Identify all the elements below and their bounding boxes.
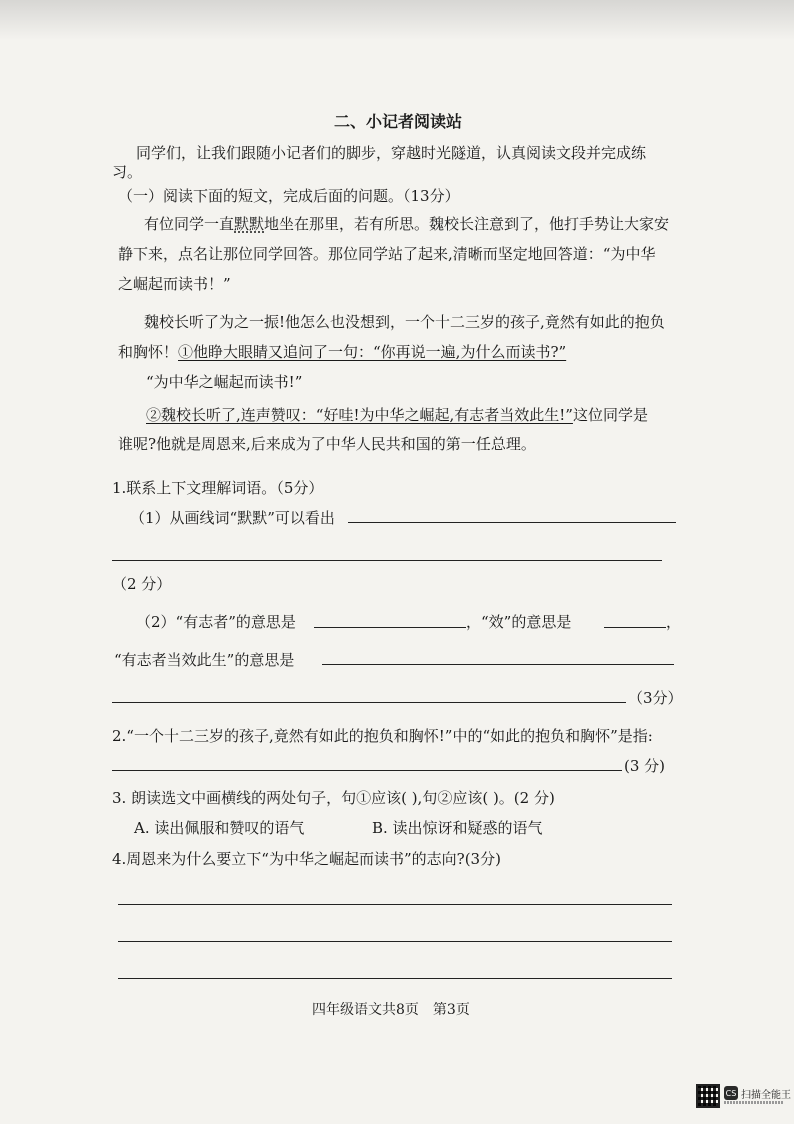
question-1-1: （1）从画线词“默默”可以看出 (130, 509, 335, 527)
answer-blank-1-2c[interactable] (322, 664, 674, 665)
underlined-sentence-1: ①他睁大眼睛又追问了一句：“你再说一遍,为什么而读书?” (178, 343, 567, 361)
answer-blank-1-2d[interactable] (112, 702, 626, 703)
question-2-score: (3 分) (624, 757, 666, 775)
answer-blank-4a[interactable] (118, 904, 672, 905)
underlined-word: 默默 (234, 215, 265, 233)
answer-blank-1-2b[interactable] (604, 627, 666, 628)
page-footer: 四年级语文共8页 第3页 (312, 1002, 470, 1018)
passage-p1-line1 (144, 214, 669, 234)
question-3: 3. 朗读选文中画横线的两处句子，句①应该( ),句②应该( )。(2 分) (112, 789, 555, 807)
passage-text: 有位同学一直 (144, 215, 235, 233)
answer-blank-1-1b[interactable] (112, 560, 662, 561)
question-1-1-score: （2 分） (112, 575, 172, 593)
passage-p4-line1 (146, 405, 648, 425)
passage-p1-line3: 之崛起而读书！” (118, 275, 231, 293)
section-title: 二、小记者阅读站 (334, 112, 463, 131)
passage-text: 这位同学是 (572, 406, 648, 424)
question-1-2-score: （3分） (628, 689, 683, 707)
scanner-brand (724, 1085, 791, 1101)
passage-p1-line2: 静下来，点名让那位同学回答。那位同学站了起来,清晰而坚定地回答道：“为中华 (118, 245, 656, 263)
answer-blank-2[interactable] (112, 770, 622, 771)
cs-logo-icon: CS (724, 1086, 738, 1100)
passage-text: 和胸怀！ (118, 343, 179, 361)
question-2: 2.“一个十二三岁的孩子,竟然有如此的抱负和胸怀!”中的“如此的抱负和胸怀”是指: (112, 727, 653, 745)
scanner-name: 扫描全能王 (741, 1089, 791, 1101)
question-1-2-part-b: ，“效”的意思是 (466, 613, 572, 631)
subsection-heading: （一）阅读下面的短文，完成后面的问题。（13分） (118, 187, 460, 205)
answer-blank-4b[interactable] (118, 941, 672, 942)
answer-blank-1-1a[interactable] (348, 522, 676, 523)
intro-line-2: 习。 (112, 163, 143, 181)
passage-p4-line2: 谁呢?他就是周恩来,后来成为了中华人民共和国的第一任总理。 (118, 435, 536, 453)
passage-p3: “为中华之崛起而读书!” (146, 373, 303, 391)
intro-line-1: 同学们，让我们跟随小记者们的脚步，穿越时光隧道，认真阅读文段并完成练 (136, 144, 647, 162)
qr-code-icon (696, 1084, 720, 1108)
scan-shadow (0, 0, 794, 40)
question-1-2-part-a: （2）“有志者”的意思是 (136, 613, 296, 631)
passage-p2-line2 (118, 342, 566, 362)
answer-blank-4c[interactable] (118, 978, 672, 979)
underlined-sentence-2: ②魏校长听了,连声赞叹：“好哇!为中华之崛起,有志者当效此生!” (146, 406, 573, 424)
option-a: A. 读出佩服和赞叹的语气 (134, 819, 305, 837)
question-1-2-part-d: “有志者当效此生”的意思是 (114, 651, 295, 669)
option-b: B. 读出惊讶和疑惑的语气 (372, 819, 543, 837)
question-4: 4.周恩来为什么要立下“为中华之崛起而读书”的志向?(3分) (112, 850, 501, 868)
answer-blank-1-2a[interactable] (314, 627, 466, 628)
question-1-2-part-c: ， (666, 613, 682, 631)
passage-text: 地坐在那里，若有所思。魏校长注意到了，他打手势让大家安 (264, 215, 670, 233)
question-1: 1.联系上下文理解词语。（5分） (112, 479, 324, 497)
scanner-caption (724, 1101, 784, 1104)
passage-p2-line1: 魏校长听了为之一振!他怎么也没想到，一个十二三岁的孩子,竟然有如此的抱负 (144, 313, 665, 331)
